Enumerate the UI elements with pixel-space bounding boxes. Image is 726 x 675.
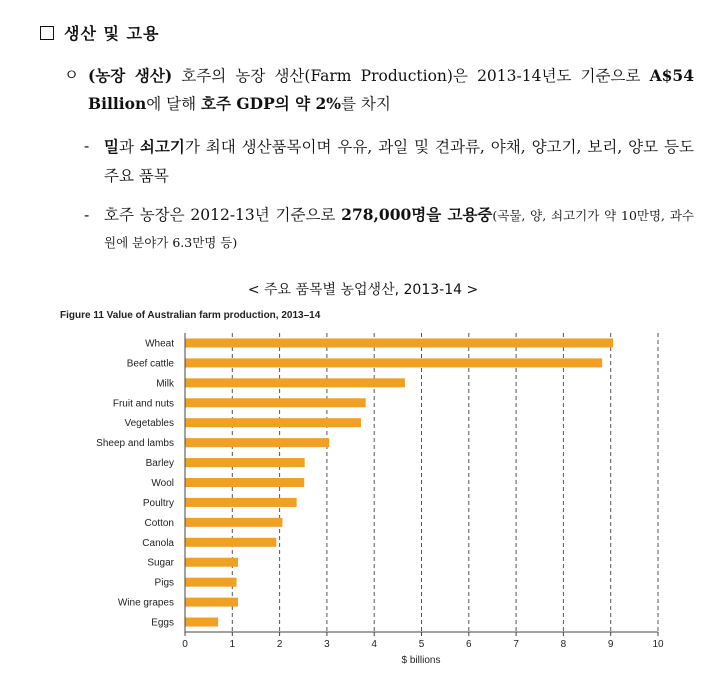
dash-text: 가 최대 생산품목이며 우유, 과일 및 견과류, 야채, 양고기, 보리, 양모 등도 주요 품목	[104, 138, 695, 185]
x-tick-label: 10	[652, 639, 664, 650]
bar	[185, 378, 405, 387]
bar	[185, 358, 602, 367]
bar	[185, 478, 304, 487]
category-label: Wine grapes	[117, 597, 174, 609]
bar	[185, 418, 361, 427]
category-label: Beef cattle	[126, 358, 174, 370]
bar	[185, 538, 276, 547]
x-tick-label: 7	[513, 639, 519, 650]
x-tick-label: 6	[466, 639, 472, 650]
chart-caption: < 주요 품목별 농업생산, 2013-14 >	[247, 282, 479, 298]
x-tick-label: 4	[371, 639, 377, 650]
dash-bullet-icon: -	[84, 206, 90, 224]
bar	[185, 498, 297, 507]
chart-title: Figure 11 Value of Australian farm production, 2013–14	[60, 310, 321, 321]
x-tick-label: 0	[182, 639, 188, 650]
section-title-text: 생산 및 고용	[64, 24, 160, 43]
category-label: Sugar	[147, 557, 174, 569]
category-label: Milk	[156, 378, 174, 390]
category-label: Vegetables	[124, 418, 174, 430]
category-label: Wheat	[145, 338, 174, 350]
bullet-emphasis-value: A$54 Billion	[88, 66, 694, 113]
chart-bars	[185, 338, 613, 626]
category-label: Barley	[145, 458, 174, 470]
emphasis-employment: 278,000명을 고용중	[341, 205, 493, 224]
bar	[185, 338, 613, 347]
category-label: Pigs	[154, 577, 174, 589]
x-tick-label: 8	[560, 639, 567, 650]
category-label: Poultry	[142, 497, 174, 509]
bullet-text: 를 차지	[340, 95, 391, 113]
bar	[185, 398, 366, 407]
bar	[185, 458, 305, 467]
bullet-heading: (농장 생산)	[88, 66, 173, 85]
bar	[185, 598, 238, 607]
bullet-text: 호주의 농장 생산(Farm Production)은 2013-14년도 기준으로	[172, 67, 650, 85]
x-tick-label: 3	[324, 639, 330, 650]
category-label: Fruit and nuts	[112, 398, 174, 410]
dash-note: (곡물, 양, 쇠고기가 약 10만명, 과수원에 분야가 6.3만명 등)	[104, 208, 694, 250]
bar	[185, 518, 282, 527]
x-axis-title: $ billions	[401, 655, 441, 666]
category-label: Wool	[151, 478, 174, 489]
dash-text: 과	[118, 138, 140, 156]
category-label: Eggs	[151, 617, 174, 629]
bullet-emphasis-gdp: 호주 GDP의 약 2%	[201, 94, 341, 113]
bar	[185, 618, 218, 627]
x-tick-label: 1	[229, 639, 236, 650]
emphasis-beef: 쇠고기	[139, 137, 185, 156]
x-tick-label: 2	[276, 639, 283, 650]
bar	[185, 578, 237, 587]
chart-category-labels	[96, 338, 175, 628]
emphasis-wheat: 밀	[104, 137, 119, 156]
circle-bullet-icon: ㅇ	[64, 66, 79, 84]
category-label: Sheep and lambs	[96, 438, 174, 450]
x-tick-label: 5	[418, 639, 425, 650]
category-label: Cotton	[144, 517, 174, 529]
dash-bullet-icon: -	[84, 137, 90, 155]
bullet-text: 에 달해	[146, 95, 202, 113]
dash-text: 호주 농장은 2012-13년 기준으로	[104, 206, 342, 224]
bar	[185, 558, 238, 567]
x-tick-label: 9	[607, 639, 614, 650]
bar	[185, 438, 329, 447]
category-label: Canola	[142, 537, 174, 549]
